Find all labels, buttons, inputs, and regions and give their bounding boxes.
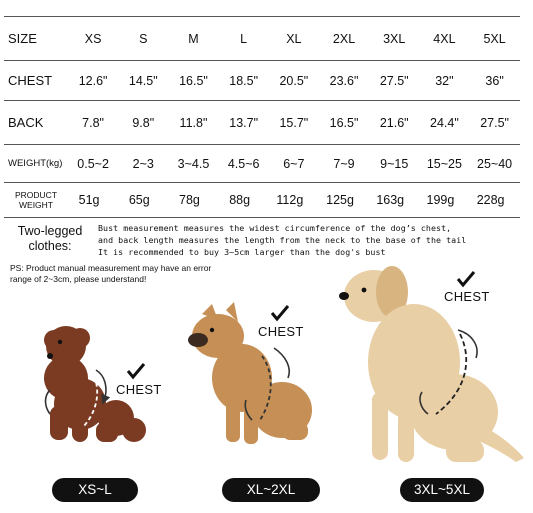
table-cell: 15.7" [279, 115, 309, 130]
table-cell: 32" [435, 73, 454, 88]
table-cell: 65g [128, 193, 150, 207]
size-pill-xl-2xl: XL~2XL [222, 478, 320, 502]
table-cell: 16.5" [329, 115, 359, 130]
table-cell: 7.8" [82, 115, 104, 130]
size-header-cell: 5XL [483, 31, 506, 46]
table-cell: 12.6" [78, 73, 108, 88]
chest-row-label: CHEST [8, 73, 53, 88]
table-cell: 6~7 [283, 156, 305, 171]
bust-note-line2: and back length measures the length from the neck to the base of the tail [98, 235, 467, 245]
table-cell: 0.5~2 [77, 156, 109, 171]
checkmark-icon [456, 270, 476, 288]
table-cell: 20.5" [279, 73, 309, 88]
table-cell: 25~40 [477, 156, 513, 171]
table-cell: 23.6" [329, 73, 359, 88]
table-cell: 112g [276, 193, 304, 207]
weight-row-label: WEIGHT(kg) [8, 158, 63, 169]
table-cell: 21.6" [379, 115, 409, 130]
ps-note-line2: range of 2~3cm, please understand! [10, 274, 147, 284]
size-header-label: SIZE [8, 31, 37, 46]
table-cell: 228g [476, 193, 505, 207]
bust-note-line3: It is recommended to buy 3~5cm larger than the dog's bust [98, 247, 386, 257]
bust-note-line1: Bust measurement measures the widest circumference of the dog’s chest, [98, 223, 452, 233]
table-cell: 199g [426, 193, 455, 207]
back-row [4, 101, 520, 145]
back-row-label: BACK [8, 115, 44, 130]
chest-label: CHEST [444, 289, 490, 304]
table-cell: 2~3 [132, 156, 154, 171]
table-cell: 14.5" [128, 73, 158, 88]
size-header-cell: L [240, 31, 248, 46]
bust-measurement-note [98, 222, 528, 258]
table-cell: 27.5" [480, 115, 509, 130]
chest-row [4, 61, 520, 101]
ps-note [10, 263, 250, 285]
table-cell: 36" [485, 73, 504, 88]
size-header-cell: XS [84, 31, 102, 46]
chest-label: CHEST [258, 324, 304, 339]
size-header-cell: M [188, 31, 199, 46]
table-cell: 16.5" [179, 73, 208, 88]
table-cell: 27.5" [379, 73, 409, 88]
table-cell: 11.8" [179, 115, 208, 130]
table-cell: 4.5~6 [227, 156, 260, 171]
table-cell: 9.8" [132, 115, 155, 130]
product-weight-row-label [4, 190, 64, 210]
checkmark-icon [270, 304, 290, 322]
size-pill-3xl-5xl: 3XL~5XL [400, 478, 484, 502]
size-header-cell: 4XL [433, 31, 456, 46]
size-header-cell: S [139, 31, 148, 46]
table-cell: 15~25 [426, 156, 462, 171]
size-header-cell: 3XL [383, 31, 406, 46]
size-header-cell: 2XL [332, 31, 356, 46]
two-legged-clothes-label [12, 224, 88, 254]
table-cell: 51g [78, 193, 100, 207]
table-cell: 3~4.5 [177, 156, 210, 171]
table-cell: 78g [179, 193, 200, 207]
product-weight-label-line1: PRODUCT [14, 190, 58, 200]
table-cell: 88g [229, 193, 251, 207]
checkmark-icon [126, 362, 146, 380]
table-cell: 7~9 [333, 156, 355, 171]
size-header-cell: XL [286, 31, 302, 46]
weight-row [4, 145, 520, 183]
size-header-row [4, 16, 520, 61]
two-legged-line2: clothes: [28, 239, 72, 253]
product-weight-row [4, 183, 520, 218]
table-cell: 13.7" [229, 115, 259, 130]
size-pill-xs-l: XS~L [52, 478, 138, 502]
table-cell: 18.5" [229, 73, 259, 88]
two-legged-line1: Two-legged [17, 224, 83, 238]
ps-note-line1: PS: Product manual measurement may have an error [10, 263, 212, 273]
table-cell: 24.4" [430, 115, 459, 130]
product-weight-label-line2: WEIGHT [19, 200, 53, 210]
chest-label: CHEST [116, 382, 162, 397]
golden-retriever-illustration [336, 262, 526, 468]
table-cell: 9~15 [380, 156, 409, 171]
table-cell: 163g [376, 193, 405, 207]
size-table [4, 16, 520, 218]
table-cell: 125g [326, 193, 354, 207]
